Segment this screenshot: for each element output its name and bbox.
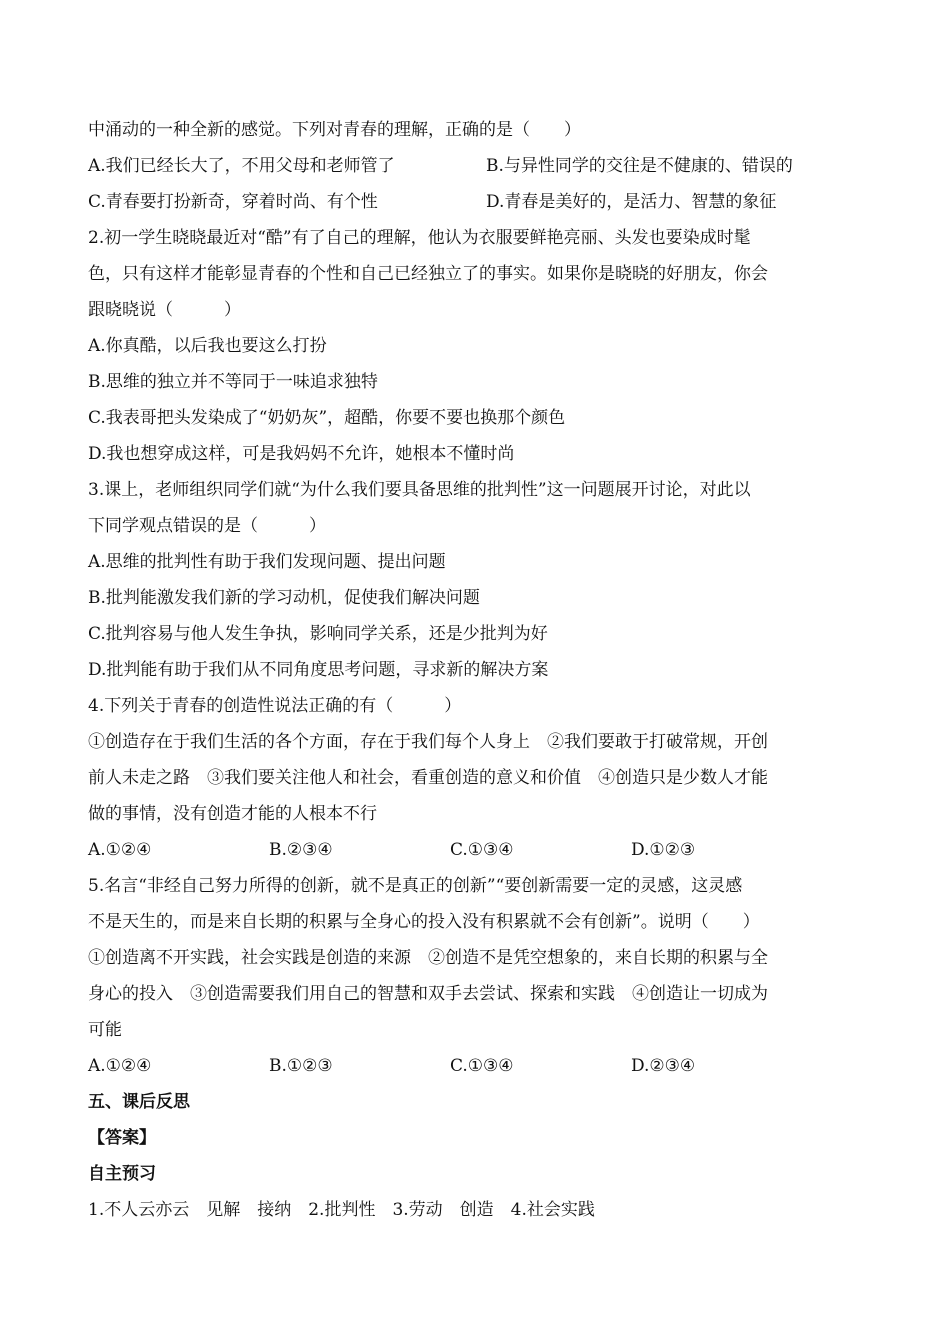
q2-option-c: C.我表哥把头发染成了“奶奶灰”，超酷，你要不要也换那个颜色 xyxy=(88,408,566,428)
q2-stem-2: 色，只有这样才能彰显青春的个性和自己已经独立了的事实。如果你是晓晓的好朋友，你会 xyxy=(88,264,768,284)
q5-option-d: D.②③④ xyxy=(631,1056,696,1076)
q4-stem: 4.下列关于青春的创造性说法正确的有（ ） xyxy=(88,696,462,716)
q5-option-a: A.①②④ xyxy=(88,1056,152,1076)
document-page xyxy=(88,112,868,1228)
q3-stem-2: 下同学观点错误的是（ ） xyxy=(88,516,326,536)
q5-statement-3: 可能 xyxy=(88,1020,122,1040)
q1-option-d: D.青春是美好的，是活力、智慧的象征 xyxy=(486,192,777,212)
q1-option-b: B.与异性同学的交往是不健康的、错误的 xyxy=(486,156,793,176)
q1-option-a: A.我们已经长大了，不用父母和老师管了 xyxy=(88,156,395,176)
q3-stem-1: 3.课上，老师组织同学们就“为什么我们要具备思维的批判性”这一问题展开讨论，对此以 xyxy=(88,480,751,500)
q2-stem-1: 2.初一学生晓晓最近对“酷”有了自己的理解，他认为衣服要鲜艳亮丽、头发也要染成时髦 xyxy=(88,228,751,248)
q1-options-ab xyxy=(88,148,868,184)
q4-option-a: A.①②④ xyxy=(88,840,152,860)
q4-statement-2: 前人未走之路 ③我们要关注他人和社会，看重创造的意义和价值 ④创造只是少数人才能 xyxy=(88,768,768,788)
q2-option-a: A.你真酷，以后我也要这么打扮 xyxy=(88,336,327,356)
q3-option-b: B.批判能激发我们新的学习动机，促使我们解决问题 xyxy=(88,588,480,608)
q1-options-cd xyxy=(88,184,868,220)
answer-heading: 【答案】 xyxy=(88,1128,156,1148)
q3-option-d: D.批判能有助于我们从不同角度思考问题，寻求新的解决方案 xyxy=(88,660,549,680)
q1-option-c: C.青春要打扮新奇，穿着时尚、有个性 xyxy=(88,192,378,212)
section-heading-reflection: 五、课后反思 xyxy=(88,1092,190,1112)
q4-statement-3: 做的事情，没有创造才能的人根本不行 xyxy=(88,804,377,824)
q4-option-c: C.①③④ xyxy=(450,840,514,860)
q2-stem-3: 跟晓晓说（ ） xyxy=(88,300,241,320)
q3-option-c: C.批判容易与他人发生争执，影响同学关系，还是少批判为好 xyxy=(88,624,548,644)
q5-statement-1: ①创造离不开实践，社会实践是创造的来源 ②创造不是凭空想象的，来自长期的积累与全 xyxy=(88,948,768,968)
q5-option-c: C.①③④ xyxy=(450,1056,514,1076)
q5-statement-2: 身心的投入 ③创造需要我们用自己的智慧和双手去尝试、探索和实践 ④创造让一切成为 xyxy=(88,984,768,1004)
q4-option-b: B.②③④ xyxy=(269,840,333,860)
q5-options xyxy=(88,1048,868,1084)
q3-option-a: A.思维的批判性有助于我们发现问题、提出问题 xyxy=(88,552,446,572)
q5-option-b: B.①②③ xyxy=(269,1056,333,1076)
preview-answers: 1.不人云亦云 见解 接纳 2.批判性 3.劳动 创造 4.社会实践 xyxy=(88,1200,595,1220)
q2-option-b: B.思维的独立并不等同于一味追求独特 xyxy=(88,372,378,392)
q4-options xyxy=(88,832,868,868)
q2-option-d: D.我也想穿成这样，可是我妈妈不允许，她根本不懂时尚 xyxy=(88,444,515,464)
q5-stem-1: 5.名言“非经自己努力所得的创新，就不是真正的创新”“要创新需要一定的灵感，这灵感 xyxy=(88,876,743,896)
q1-stem: 中涌动的一种全新的感觉。下列对青春的理解，正确的是（ ） xyxy=(88,120,581,140)
preview-heading: 自主预习 xyxy=(88,1164,156,1184)
q4-statement-1: ①创造存在于我们生活的各个方面，存在于我们每个人身上 ②我们要敢于打破常规，开创 xyxy=(88,732,768,752)
q5-stem-2: 不是天生的，而是来自长期的积累与全身心的投入没有积累就不会有创新”。说明（ ） xyxy=(88,912,760,932)
q4-option-d: D.①②③ xyxy=(631,840,696,860)
